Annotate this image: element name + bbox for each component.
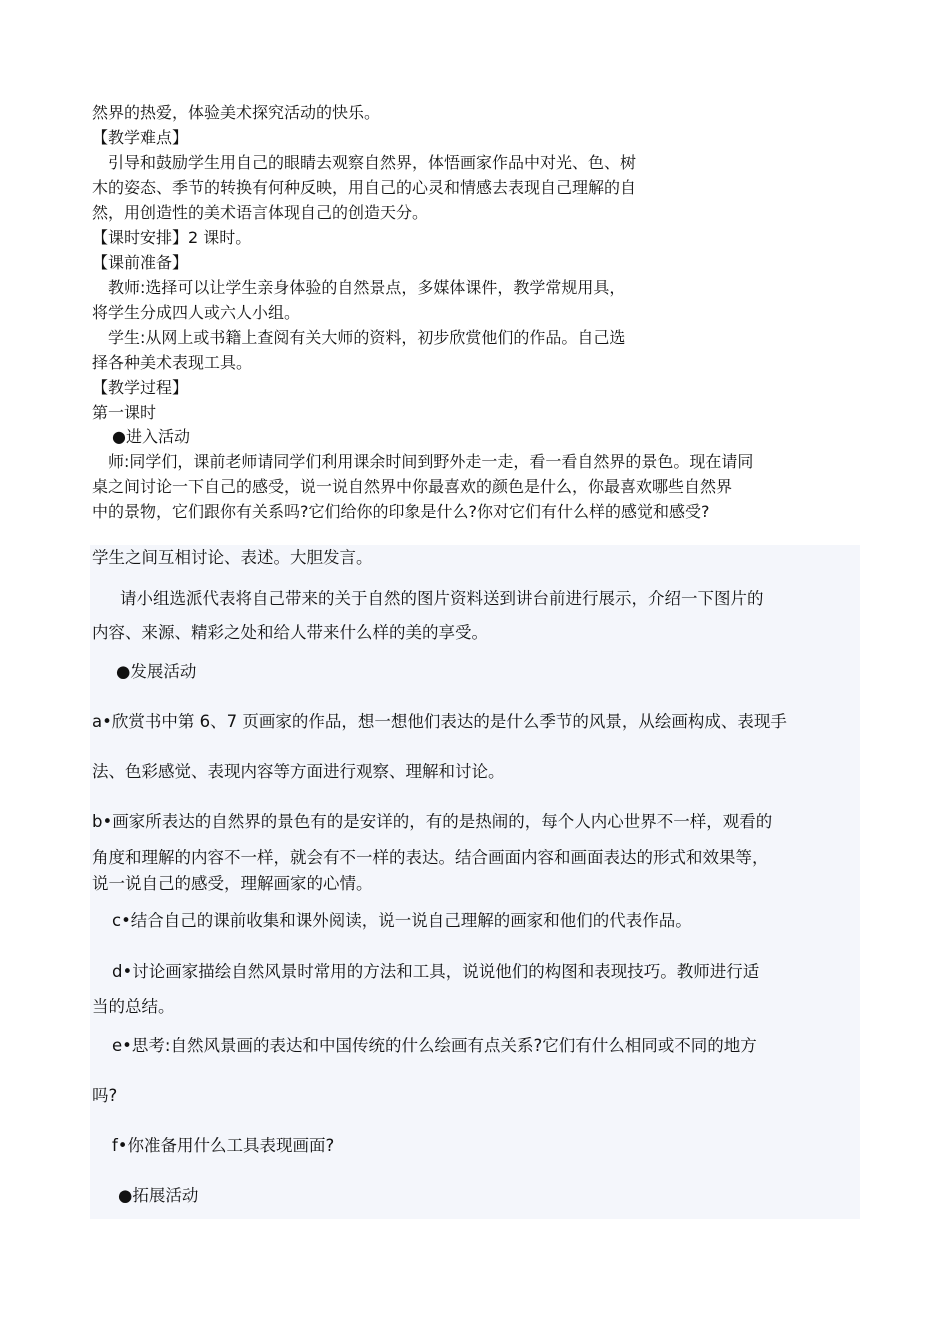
prep-student-line-2: 择各种美术表现工具。 bbox=[92, 353, 253, 372]
intro-line: 然界的热爱，体验美术探究活动的快乐。 bbox=[92, 103, 381, 122]
process-heading: 【教学过程】 bbox=[92, 378, 189, 397]
item-b-line-1: b•画家所表达的自然界的景色有的是安详的，有的是热闹的，每个人内心世界不一样，观看的 bbox=[92, 812, 773, 831]
teacher-speech-line-1: 师:同学们，课前老师请同学们利用课余时间到野外走一走，看一看自然界的景色。现在请同 bbox=[108, 452, 754, 471]
prep-heading: 【课前准备】 bbox=[92, 253, 189, 272]
prep-teacher-line-1: 教师:选择可以让学生亲身体验的自然景点，多媒体课件，教学常规用具， bbox=[108, 278, 626, 297]
lesson-one-heading: 第一课时 bbox=[92, 403, 157, 422]
difficulty-text-line-2: 木的姿态、季节的转换有何种反映，用自己的心灵和情感去表现自己理解的自 bbox=[92, 178, 637, 197]
teacher-speech-line-2: 桌之间讨论一下自己的感受，说一说自然界中你最喜欢的颜色是什么，你最喜欢哪些自然界 bbox=[92, 477, 733, 496]
schedule-line: 【课时安排】2 课时。 bbox=[92, 228, 252, 247]
item-e-line-1: e•思考:自然风景画的表达和中国传统的什么绘画有点关系?它们有什么相同或不同的地方 bbox=[112, 1036, 757, 1055]
item-f-line-1: f•你准备用什么工具表现画面? bbox=[112, 1136, 335, 1155]
difficulty-text-line-1: 引导和鼓励学生用自己的眼睛去观察自然界，体悟画家作品中对光、色、树 bbox=[108, 153, 637, 172]
group-presentation-line-1: 请小组选派代表将自己带来的关于自然的图片资料送到讲台前进行展示，介绍一下图片的 bbox=[120, 589, 764, 608]
prep-student-line-1: 学生:从网上或书籍上查阅有关大师的资料，初步欣赏他们的作品。自己选 bbox=[108, 328, 626, 347]
discussion-line: 学生之间互相讨论、表述。大胆发言。 bbox=[92, 548, 373, 567]
expand-activity-heading: ●拓展活动 bbox=[118, 1186, 199, 1205]
item-e-line-2: 吗? bbox=[92, 1086, 118, 1105]
item-d-line-1: d•讨论画家描绘自然风景时常用的方法和工具，说说他们的构图和表现技巧。教师进行适 bbox=[112, 962, 760, 981]
item-c-line-1: c•结合自己的课前收集和课外阅读，说一说自己理解的画家和他们的代表作品。 bbox=[112, 911, 692, 930]
item-d-line-2: 当的总结。 bbox=[92, 997, 175, 1016]
develop-activity-heading: ●发展活动 bbox=[116, 662, 197, 681]
item-b-line-2: 角度和理解的内容不一样，就会有不一样的表达。结合画面内容和画面表达的形式和效果等， bbox=[92, 848, 769, 867]
difficulty-text-line-3: 然，用创造性的美术语言体现自己的创造天分。 bbox=[92, 203, 429, 222]
item-b-line-3: 说一说自己的感受，理解画家的心情。 bbox=[92, 874, 373, 893]
group-presentation-line-2: 内容、来源、精彩之处和给人带来什么样的美的享受。 bbox=[92, 623, 488, 642]
enter-activity-heading: ●进入活动 bbox=[112, 427, 190, 446]
item-a-line-2: 法、色彩感觉、表现内容等方面进行观察、理解和讨论。 bbox=[92, 762, 505, 781]
prep-teacher-line-2: 将学生分成四人或六人小组。 bbox=[92, 303, 301, 322]
teacher-speech-line-3: 中的景物，它们跟你有关系吗?它们给你的印象是什么?你对它们有什么样的感觉和感受? bbox=[92, 502, 710, 521]
difficulty-heading: 【教学难点】 bbox=[92, 128, 189, 147]
item-a-line-1: a•欣赏书中第 6、7 页画家的作品，想一想他们表达的是什么季节的风景，从绘画构成、表现手 bbox=[92, 712, 787, 731]
